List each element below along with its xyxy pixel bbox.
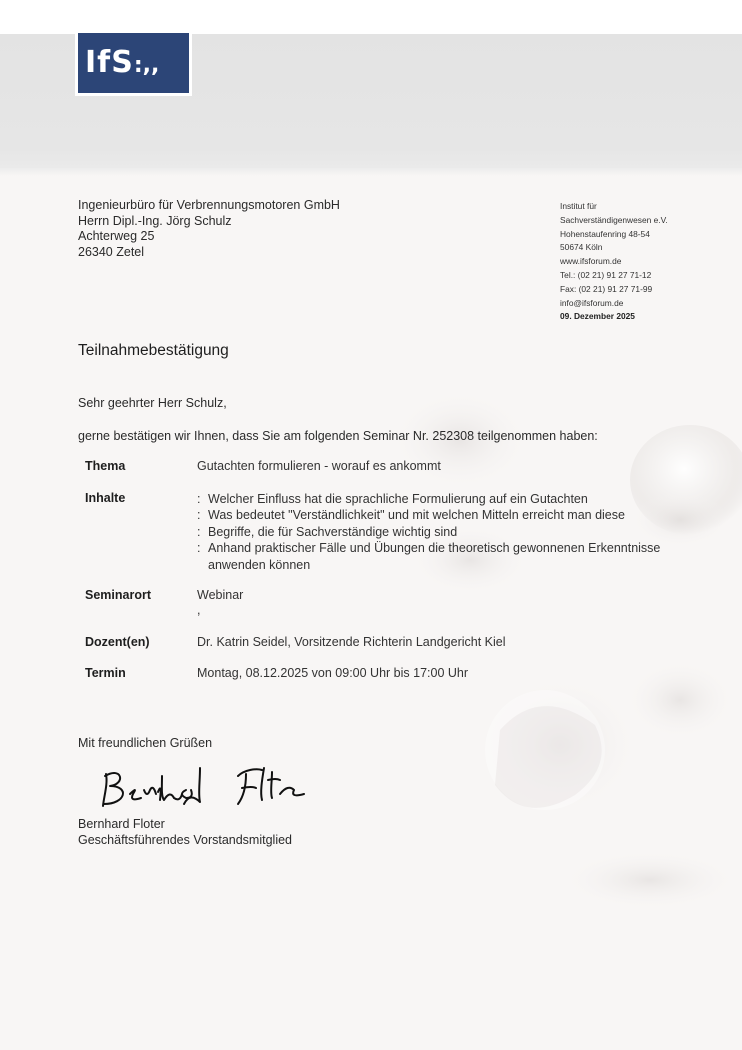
sender-fax: Fax: (02 21) 91 27 71-99 bbox=[560, 283, 653, 294]
recipient-city: 26340 Zetel bbox=[78, 244, 145, 259]
item-separator: : bbox=[197, 508, 201, 523]
ifs-logo bbox=[75, 30, 192, 96]
item-text: Was bedeutet "Verständlichkeit" und mit welchen Mitteln erreicht man diese bbox=[208, 508, 625, 523]
sender-phone: Tel.: (02 21) 91 27 71-12 bbox=[560, 269, 652, 280]
signature-text: Bernhard Floter bbox=[96, 760, 103, 761]
sender-website: www.ifsforum.de bbox=[560, 256, 622, 267]
signer-name: Bernhard Floter bbox=[78, 817, 165, 831]
handwritten-signature bbox=[96, 760, 316, 816]
seminarort-address: , bbox=[197, 603, 201, 617]
seminarort-label: Seminarort bbox=[85, 588, 151, 602]
item-text: Anhand praktischer Fälle und Übungen die theoretisch gewonnenen Erkenntnisse bbox=[208, 541, 661, 556]
greeting: Sehr geehrter Herr Schulz, bbox=[78, 396, 227, 410]
recipient-street: Achterweg 25 bbox=[78, 229, 155, 244]
signer-block bbox=[78, 816, 292, 849]
sender-line: Sachverständigenwesen e.V. bbox=[560, 214, 668, 225]
signer-role: Geschäftsführendes Vorstandsmitglied bbox=[78, 833, 293, 848]
sender-info bbox=[560, 200, 668, 324]
inhalte-label: Inhalte bbox=[85, 491, 126, 505]
item-separator: : bbox=[197, 492, 201, 506]
logo-mark bbox=[78, 33, 189, 93]
item-text: Begriffe, die für Sachverständige wichtig sind bbox=[208, 524, 458, 539]
sender-street: Hohenstaufenring 48-54 bbox=[560, 228, 650, 239]
letter-date: 09. Dezember 2025 bbox=[560, 311, 635, 322]
thema-label: Thema bbox=[85, 459, 126, 473]
item-separator: : bbox=[197, 524, 201, 539]
sender-city: 50674 Köln bbox=[560, 242, 603, 253]
inhalte-list bbox=[197, 491, 660, 573]
closing-phrase: Mit freundlichen Grüßen bbox=[78, 736, 213, 750]
list-item bbox=[197, 507, 660, 523]
thema-value: Gutachten formulieren - worauf es ankommt bbox=[197, 459, 441, 473]
recipient-company: Ingenieurbüro für Verbrennungsmotoren GmbH bbox=[78, 198, 340, 212]
sender-line: Institut für bbox=[560, 201, 597, 211]
list-item-continuation: anwenden können bbox=[208, 557, 311, 572]
sender-email: info@ifsforum.de bbox=[560, 297, 624, 308]
dozent-label: Dozent(en) bbox=[85, 635, 150, 649]
list-item bbox=[197, 524, 660, 540]
document-title: Teilnahmebestätigung bbox=[78, 342, 229, 359]
dozent-value: Dr. Katrin Seidel, Vorsitzende Richterin Landgericht Kiel bbox=[197, 635, 506, 649]
item-separator: : bbox=[197, 541, 201, 556]
list-item bbox=[197, 540, 660, 556]
intro-text: gerne bestätigen wir Ihnen, dass Sie am folgenden Seminar Nr. 252308 teilgenommen haben: bbox=[78, 429, 598, 443]
logo-text: IfS bbox=[85, 45, 134, 80]
logo-symbol: :,, bbox=[133, 53, 160, 78]
list-item bbox=[197, 491, 660, 507]
item-text: Welcher Einfluss hat die sprachliche Formulierung auf ein Gutachten bbox=[208, 492, 588, 506]
seminarort-value: Webinar bbox=[197, 588, 244, 602]
recipient-address bbox=[78, 198, 340, 260]
recipient-person: Herrn Dipl.-Ing. Jörg Schulz bbox=[78, 213, 232, 228]
termin-label: Termin bbox=[85, 666, 126, 680]
termin-value: Montag, 08.12.2025 von 09:00 Uhr bis 17:00 Uhr bbox=[197, 666, 469, 680]
